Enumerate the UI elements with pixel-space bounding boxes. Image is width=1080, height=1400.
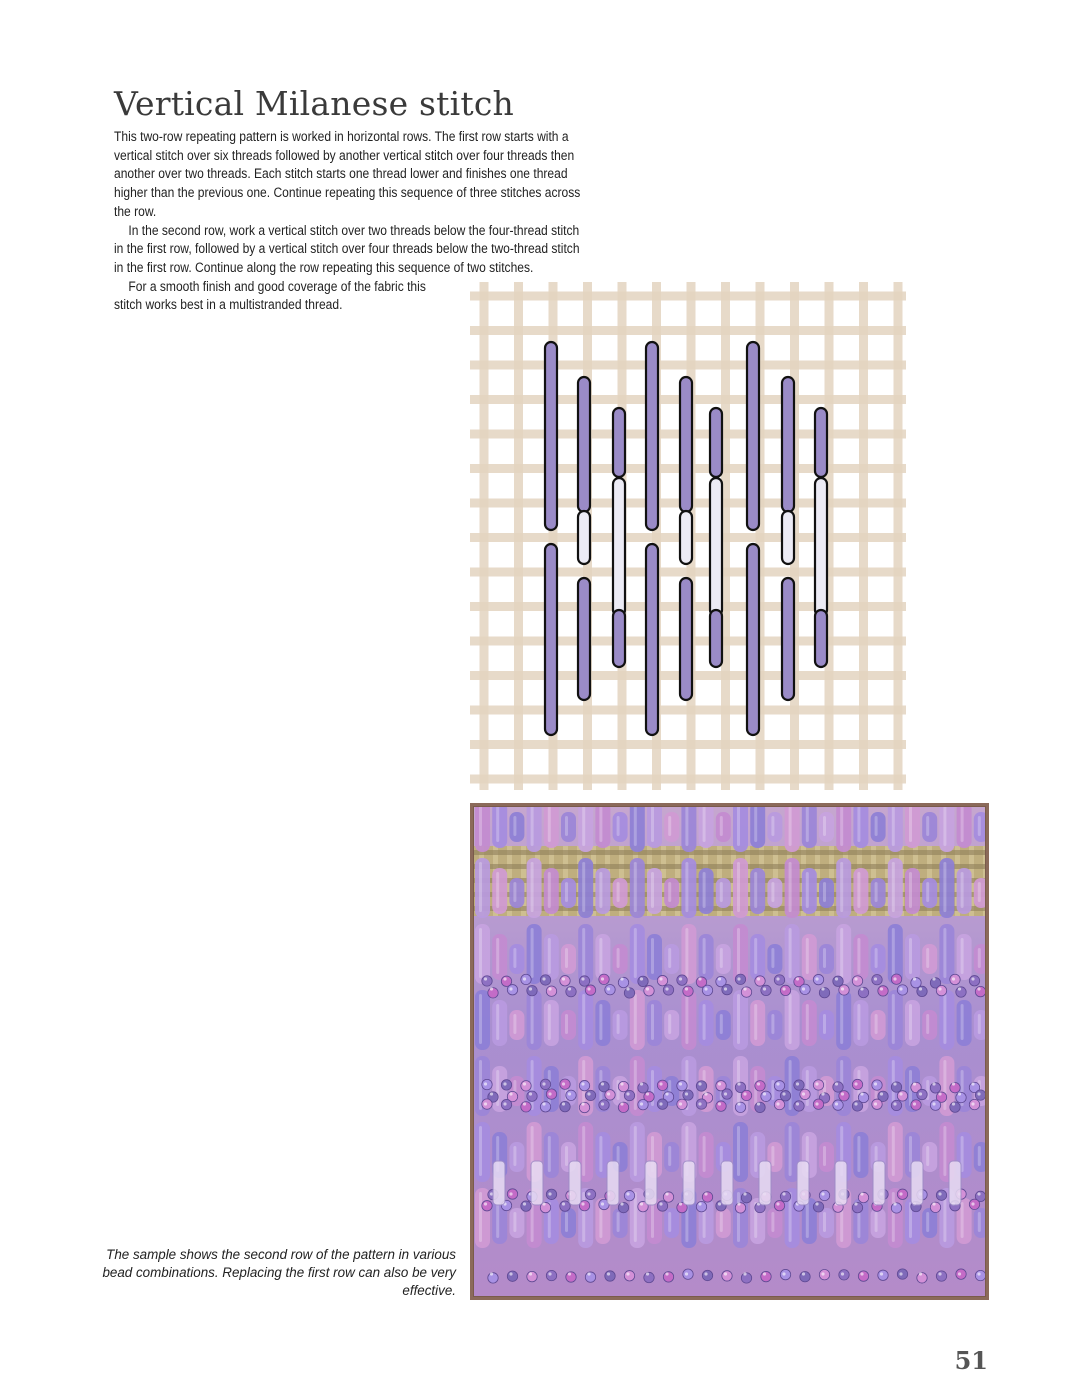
bead [624, 1190, 634, 1200]
tube-bead [835, 1161, 847, 1205]
bead [956, 987, 966, 997]
thread-stitch [957, 868, 972, 914]
grid-thread-horizontal [470, 706, 906, 715]
bead [624, 1090, 634, 1100]
stitch-first-row [578, 377, 590, 512]
thread-stitch [733, 1122, 748, 1182]
stitch-second-row [782, 511, 794, 564]
thread-stitch [527, 858, 542, 918]
bead [657, 1080, 667, 1090]
photo-caption: The sample shows the second row of the pattern in various bead combinations. Replacing the first row can also be very effective. [102, 1247, 456, 1298]
thread-stitch [716, 1010, 731, 1040]
bead [624, 1271, 634, 1281]
bead [774, 1081, 784, 1091]
thread-stitch [613, 812, 628, 842]
thread-stitch [819, 1142, 834, 1172]
bead [761, 1091, 771, 1101]
stitch-first-row [646, 544, 658, 735]
thread-stitch [802, 806, 817, 848]
bead [878, 1270, 888, 1280]
bead [780, 1091, 790, 1101]
bead [546, 1270, 556, 1280]
stitch-first-row [578, 578, 590, 700]
bead [755, 976, 765, 986]
bead [663, 1192, 673, 1202]
bead [677, 1081, 687, 1091]
stitch-first-row [782, 377, 794, 512]
bead [683, 986, 693, 996]
thread-stitch [475, 924, 490, 984]
thread-stitch [595, 1000, 610, 1046]
thread-stitch [767, 1208, 782, 1238]
thread-stitch [475, 990, 490, 1050]
thread-stitch [716, 944, 731, 974]
thread-stitch [664, 812, 679, 842]
thread-stitch [785, 990, 800, 1050]
thread-stitch [905, 1000, 920, 1046]
thread-stitch [613, 1010, 628, 1040]
thread-stitch [853, 1132, 868, 1178]
thread-stitch [819, 944, 834, 974]
thread-stitch [509, 1208, 524, 1238]
stitch-second-row [578, 511, 590, 564]
thread-stitch [905, 934, 920, 980]
bead [546, 986, 556, 996]
thread-stitch [544, 1132, 559, 1178]
thread-stitch [939, 990, 954, 1050]
thread-stitch [802, 1000, 817, 1046]
thread-stitch [492, 1000, 507, 1046]
thread-stitch [561, 1208, 576, 1238]
thread-stitch [871, 1208, 886, 1238]
thread-stitch [853, 868, 868, 914]
bead [663, 985, 673, 995]
stitch-first-row [680, 578, 692, 700]
thread-stitch [716, 878, 731, 908]
bead [833, 1082, 843, 1092]
thread-stitch [750, 868, 765, 914]
bead [560, 976, 570, 986]
thread-stitch [767, 944, 782, 974]
thread-stitch [699, 868, 714, 914]
thread-stitch [509, 1142, 524, 1172]
bead [858, 1271, 868, 1281]
bead [878, 986, 888, 996]
thread-stitch [630, 990, 645, 1050]
tube-bead [949, 1161, 961, 1205]
bead [975, 986, 985, 996]
thread-stitch [699, 806, 714, 848]
bead [975, 1090, 985, 1100]
tube-bead [531, 1161, 543, 1205]
grid-thread-horizontal [470, 568, 906, 577]
thread-stitch [595, 806, 610, 848]
thread-stitch [733, 990, 748, 1050]
tube-bead [569, 1161, 581, 1205]
bead [482, 976, 492, 986]
thread-stitch [561, 1010, 576, 1040]
thread-stitch [630, 1122, 645, 1182]
bead [839, 985, 849, 995]
bead [936, 985, 946, 995]
thread-stitch [922, 878, 937, 908]
bead [657, 975, 667, 985]
thread-stitch [578, 990, 593, 1050]
bead [761, 985, 771, 995]
thread-stitch [561, 944, 576, 974]
bead [605, 1090, 615, 1100]
bead [741, 1090, 751, 1100]
thread-stitch [922, 1010, 937, 1040]
bead [813, 1080, 823, 1090]
page-number: 51 [954, 1346, 988, 1375]
thread-stitch [767, 1010, 782, 1040]
paragraph-2: In the second row, work a vertical stitch over two threads below the four-thread stitch in the first row, followed by a vertical stitch over four threads below the two-thread stitch in the first row. Continue along the row repeating this sequence of two stitches. [114, 222, 580, 275]
tube-bead [759, 1161, 771, 1205]
thread-stitch [699, 1000, 714, 1046]
grid-thread-horizontal [470, 326, 906, 335]
thread-stitch [750, 1000, 765, 1046]
thread-stitch [733, 858, 748, 918]
stitched-sample-image [473, 806, 986, 1297]
stitch-first-row [747, 342, 759, 530]
thread-stitch [716, 812, 731, 842]
thread-stitch [819, 812, 834, 842]
bead [897, 1091, 907, 1101]
bead [774, 975, 784, 985]
bead [560, 1101, 570, 1111]
grid-thread-horizontal [470, 775, 906, 784]
thread-stitch [871, 944, 886, 974]
paragraph-1: This two-row repeating pattern is worked in horizontal rows. The first row starts with a vertical stitch over six threads followed by another vertical stitch over four threads then another over two threads. Each stitch starts one thread lower and finishes one thread higher than the previous one. Continue repeating this sequence of three stitches across the row. [114, 129, 581, 219]
thread-stitch [630, 924, 645, 984]
bead [872, 975, 882, 985]
thread-stitch [767, 878, 782, 908]
bead [521, 1201, 531, 1211]
stitch-diagram-svg [470, 282, 906, 790]
bead [585, 985, 595, 995]
thread-stitch [630, 858, 645, 918]
tube-bead [645, 1161, 657, 1205]
thread-stitch [527, 806, 542, 852]
bead [696, 1081, 706, 1091]
stitch-second-row [680, 511, 692, 564]
thread-stitch [527, 990, 542, 1050]
bead [527, 1091, 537, 1101]
bead [839, 1091, 849, 1101]
bead [683, 1090, 693, 1100]
stitch-first-row [710, 408, 722, 477]
thread-stitch [716, 1208, 731, 1238]
thread-stitch [836, 806, 851, 852]
bead [761, 1271, 771, 1281]
thread-stitch [853, 934, 868, 980]
thread-stitch [647, 934, 662, 980]
thread-stitch [578, 924, 593, 984]
stitch-first-row [613, 408, 625, 477]
thread-stitch [853, 806, 868, 848]
bead [975, 1270, 985, 1280]
thread-stitch [922, 944, 937, 974]
bead [800, 1272, 810, 1282]
stitch-second-row [710, 478, 722, 616]
stitch-first-row [747, 544, 759, 735]
bead [527, 985, 537, 995]
tube-bead [607, 1161, 619, 1205]
bead [852, 1101, 862, 1111]
thread-stitch [853, 1000, 868, 1046]
bead [780, 985, 790, 995]
thread-stitch [475, 858, 490, 918]
bead [585, 1090, 595, 1100]
bead [819, 1269, 829, 1279]
stitch-first-row [710, 610, 722, 667]
bead [936, 1271, 946, 1281]
thread-stitch [767, 812, 782, 842]
thread-stitch [509, 878, 524, 908]
stitch-second-row [815, 478, 827, 616]
bead [657, 1201, 667, 1211]
bead [507, 985, 517, 995]
tube-bead [873, 1161, 885, 1205]
thread-stitch [905, 868, 920, 914]
bead [521, 1102, 531, 1112]
thread-stitch [561, 878, 576, 908]
thread-stitch [492, 806, 507, 848]
thread-stitch [957, 806, 972, 848]
stitch-first-row [680, 377, 692, 512]
thread-stitch [595, 868, 610, 914]
thread-stitch [819, 1208, 834, 1238]
thread-stitch [939, 858, 954, 918]
thread-stitch [871, 1010, 886, 1040]
thread-stitch [647, 1000, 662, 1046]
bead [638, 976, 648, 986]
bead [527, 1271, 537, 1281]
bead [579, 976, 589, 986]
thread-stitch [509, 944, 524, 974]
thread-stitch [699, 934, 714, 980]
bead [566, 1090, 576, 1100]
stitch-first-row [815, 610, 827, 667]
bead [507, 1271, 517, 1281]
thread-stitch [836, 990, 851, 1050]
bead [482, 1201, 492, 1211]
thread-stitch [475, 806, 490, 852]
bead [722, 984, 732, 994]
thread-stitch [544, 868, 559, 914]
thread-stitch [578, 806, 593, 852]
stitch-first-row [613, 610, 625, 667]
thread-stitch [957, 934, 972, 980]
thread-stitch [613, 878, 628, 908]
bead [501, 1080, 511, 1090]
bead [794, 1080, 804, 1090]
stitched-sample-photo [470, 803, 989, 1300]
bead [605, 1271, 615, 1281]
thread-stitch [819, 1010, 834, 1040]
bead [501, 1099, 511, 1109]
stitch-second-row [613, 478, 625, 616]
bead [716, 1101, 726, 1111]
bead [813, 974, 823, 984]
bead [566, 1272, 576, 1282]
bead [755, 1081, 765, 1091]
thread-stitch [492, 934, 507, 980]
thread-stitch [475, 1188, 490, 1248]
thread-stitch [836, 858, 851, 918]
bead [644, 986, 654, 996]
thread-stitch [922, 812, 937, 842]
bead [930, 1100, 940, 1110]
thread-stitch [750, 806, 765, 848]
thread-stitch [578, 858, 593, 918]
bead [618, 1081, 628, 1091]
bead [722, 1271, 732, 1281]
bead [774, 1099, 784, 1109]
grid-thread-horizontal [470, 740, 906, 749]
thread-stitch [595, 934, 610, 980]
bead [780, 1269, 790, 1279]
bead [891, 1100, 901, 1110]
thread-stitch [888, 858, 903, 918]
bead [794, 1101, 804, 1111]
thread-stitch [905, 806, 920, 848]
thread-stitch [544, 1000, 559, 1046]
thread-stitch [785, 806, 800, 852]
thread-stitch [561, 812, 576, 842]
thread-stitch [544, 806, 559, 848]
thread-stitch [785, 858, 800, 918]
bead [579, 1080, 589, 1090]
thread-stitch [664, 1010, 679, 1040]
thread-stitch [871, 878, 886, 908]
stitch-first-row [545, 544, 557, 735]
bead [605, 984, 615, 994]
bead [702, 1270, 712, 1280]
bead [813, 1202, 823, 1212]
thread-stitch [836, 924, 851, 984]
bead [663, 1272, 673, 1282]
thread-stitch [750, 934, 765, 980]
bead [917, 986, 927, 996]
bead [540, 1102, 550, 1112]
thread-stitch [888, 990, 903, 1050]
thread-stitch [681, 990, 696, 1050]
thread-stitch [647, 806, 662, 848]
stitch-first-row [646, 342, 658, 530]
grid-thread-horizontal [470, 361, 906, 370]
bead [638, 1099, 648, 1109]
thread-stitch [699, 1132, 714, 1178]
thread-stitch [681, 806, 696, 852]
stitch-diagram [470, 282, 906, 790]
thread-stitch [475, 1122, 490, 1182]
bead [780, 1191, 790, 1201]
thread-stitch [922, 1142, 937, 1172]
thread-stitch [492, 868, 507, 914]
bead [774, 1200, 784, 1210]
thread-stitch [664, 944, 679, 974]
bead [852, 976, 862, 986]
grid-thread-horizontal [470, 292, 906, 301]
bead [702, 985, 712, 995]
thread-stitch [733, 806, 748, 852]
bead [936, 1190, 946, 1200]
bead [696, 1202, 706, 1212]
bead [521, 1081, 531, 1091]
tube-bead [721, 1161, 733, 1205]
stitch-first-row [545, 342, 557, 530]
thread-stitch [785, 924, 800, 984]
thread-stitch [939, 806, 954, 852]
stitch-first-row [782, 578, 794, 700]
tube-bead [911, 1161, 923, 1205]
bead [911, 1100, 921, 1110]
stitch-first-row [815, 408, 827, 477]
thread-stitch [819, 878, 834, 908]
thread-stitch [664, 878, 679, 908]
bead [969, 976, 979, 986]
thread-stitch [613, 944, 628, 974]
thread-stitch [802, 934, 817, 980]
thread-stitch [888, 806, 903, 852]
thread-stitch [681, 858, 696, 918]
thread-stitch [664, 1208, 679, 1238]
tube-bead [797, 1161, 809, 1205]
thread-stitch [888, 1122, 903, 1182]
thread-stitch [630, 806, 645, 852]
tube-bead [493, 1161, 505, 1205]
thread-stitch [509, 812, 524, 842]
thread-stitch [647, 868, 662, 914]
bead [599, 1100, 609, 1110]
thread-stitch [802, 868, 817, 914]
bead [897, 985, 907, 995]
bead [540, 975, 550, 985]
bead [839, 1270, 849, 1280]
bead [819, 1190, 829, 1200]
thread-stitch [957, 1000, 972, 1046]
bead [566, 986, 576, 996]
thread-stitch [544, 934, 559, 980]
bead [833, 1100, 843, 1110]
bead [702, 1192, 712, 1202]
bead [560, 1201, 570, 1211]
page-title: Vertical Milanese stitch [114, 84, 514, 123]
tube-bead [683, 1161, 695, 1205]
thread-stitch [509, 1010, 524, 1040]
paragraph-3: For a smooth finish and good coverage of the fabric this stitch works best in a multistranded thread. [114, 278, 426, 313]
bead [891, 1082, 901, 1092]
bead [677, 975, 687, 985]
bead [872, 1080, 882, 1090]
thread-stitch [871, 812, 886, 842]
thread-stitch [664, 1142, 679, 1172]
